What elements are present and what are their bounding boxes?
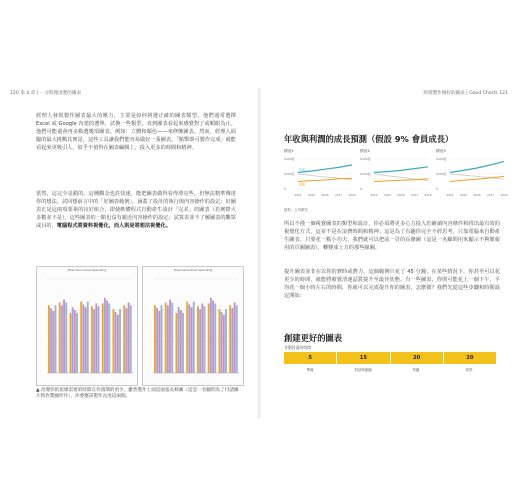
bar-chart-2-bar [191,307,193,373]
time-label-sketch: 草圖 [412,368,420,372]
bar-chart-1-bar [59,303,61,374]
bar-chart-2-bar [208,303,210,373]
line-series-profit [374,179,428,182]
line-panel-x-tick: 2016 [397,193,405,197]
bar-chart-2-svg [143,267,243,385]
line-series-profit [298,178,352,181]
line-series-profit [450,176,504,181]
bar-chart-1-bar [106,301,108,373]
bar-chart-2-bar [161,305,163,373]
bar-chart-1-bar [98,306,100,373]
bar-chart-2-bar [169,300,171,373]
bar-chart-1-bar [87,302,89,373]
line-panel-y-tick: 0 [360,187,362,191]
bar-chart-2-bar [199,309,201,373]
bar-chart-1-bar [70,313,72,373]
line-panel-y-tick: 0 [284,187,286,191]
right-page [262,88,512,418]
bar-chart-2-bar [204,306,206,373]
left-running-head: 120 第 4 章 | 一分時理清楚的圖表 [10,91,82,96]
line-panel-y-tick: $400億 [360,157,371,161]
section-title: 創建更好的圖表 [284,333,343,343]
bar-chart-1-bar [119,309,121,373]
chart-source: 資料：公司研究 [284,208,308,212]
line-panel-x-tick: 2014 [446,193,454,197]
time-cell-prototype: 20 [466,355,474,361]
line-panel-y-tick: $400億 [436,157,447,161]
line-panel-x-tick: 2016 [473,193,481,197]
bar-chart-2-bar [193,302,195,373]
line-panel-y-tick: $200億 [436,172,447,176]
bar-chart-2-bar [158,311,160,373]
line-series-label: 年收 [299,167,306,172]
bar-chart-2-bar [156,308,158,373]
line-series-label: 利潤 [299,182,306,187]
bar-chart-1-bar [128,303,130,374]
bar-chart-2-bar [165,303,167,374]
left-paragraph-2 [36,190,236,230]
bar-chart-2-bar [236,305,238,373]
bar-chart-1-bar [52,311,54,373]
bar-chart-1-bar [102,303,104,373]
left-caption: ▲ 改變你的思維需要的時間在你預期的更少，雖然製作上面這兩張長條圖（這是一名顧問為了付諸圖片時作製圖所作），你要應該製作長度這兩個。 [36,388,239,400]
line-panel-y-tick: $400億 [284,157,295,161]
bar-chart-2-bar [234,303,236,374]
bar-chart-1-bar [125,308,127,373]
bar-chart-2-bar [210,298,212,373]
time-table [284,352,496,364]
left-page [8,88,258,418]
bar-chart-1-bar [123,305,125,373]
bar-chart-1-bar [91,306,93,373]
right-paragraph-2: 提升圖表並非在以你的費時或費力，這個範例只花了 45 分鐘；在某些情況下，你甚至可以花更少的時間，就能將被覺清速晶質提升至最佳狀態。有一些圖表，你則可能花上一個下午，平均花一個小時左右的時間，你就可以完成提升你的圖表，怎麼做？我們先從這些步驟和時間設定開始： [284,269,500,300]
time-label-prototype: 原型 [465,368,473,372]
time-cell-talk: 15 [337,352,390,364]
bar-chart-2-bar [214,303,216,373]
line-panel-y-tick: 0 [436,187,438,191]
bar-chart-1-bar [74,310,76,373]
section-subtitle: 各階段需的時間 [284,345,312,350]
bar-chart-1-bar [95,303,97,373]
bar-chart-1-bar [130,305,132,373]
line-panel-y-tick: $200億 [360,172,371,176]
bar-chart-2-bar [212,301,214,373]
line-series-revenue [298,165,352,173]
bar-chart-1-bar [85,307,87,373]
line-series-alt [298,174,352,180]
bar-chart-1-bar [50,308,52,373]
line-panel-x-tick: 2016 [321,193,329,197]
bar-chart-before-1 [36,266,138,386]
line-series-revenue [450,161,504,172]
bar-chart-1-bar [55,305,57,373]
line-panel-1-title: 情況1 [284,149,294,153]
line-series-revenue [374,167,428,173]
line-panel-x-tick: 2015 [383,193,392,197]
bar-chart-1-bar [108,303,110,373]
bar-chart-1-bar [115,312,117,373]
line-series-alt [450,174,504,179]
right-running-head: 經理製作個好的圖表 | Good Charts 121 [423,91,508,96]
line-panel-2-svg [360,155,430,199]
time-label-prep: 準備 [306,368,314,372]
line-panel-2-title: 情況2 [360,149,370,153]
bar-chart-1-bar [104,298,106,373]
bar-chart-1-bar [65,303,67,374]
bar-chart-1-bar [61,305,63,373]
line-panel-x-tick: 2018 [348,193,356,197]
left-paragraph-2-bold: 電腦程式將資料視覺化，而人則是將想法視覺化。 [56,223,171,230]
bar-chart-2-bar [229,305,231,373]
left-paragraph-2-text: 當然，這完全是錯的。這種觀念也許快速，能把圖表做得看得漂亮些，但無法精準傳達你的想法。試回想前言中的「好圖表範例」，涵蓋了設計的執行與內容操作的設定；好圖表正是這兩項要素的良好組合，即使軟體程式自動產生設計「完美」的圖表（若實際大多數並不是），這些圖表的一點也沒有親近內容操作的設定；試算表並不了解圖表的觀眾或目的， [36,191,236,230]
bar-chart-2-bar [223,315,225,373]
line-panel-x-tick: 2015 [307,193,316,197]
line-panel-3-title: 情況3 [436,149,446,153]
line-panel-x-tick: 2017 [486,193,495,197]
bar-chart-1-bar [63,300,65,373]
bar-chart-2-bar [180,310,182,373]
time-label-talk: 對話與繪圖 [354,368,372,372]
bar-chart-2-bar [219,309,221,373]
right-paragraph-1: 所以不僅一個視覺圖表的類型和設計，你必須將更多心力投入於繪讀內容條件和找出最有效的視覺化方式，這並不是在浪費時間和精神；這是為了有趣你完全不經思考，只靠電腦來自動產生圖表。只要花一點小功夫，我們就可以把前一頁的長條圖（這是一名顧問用來顯示不夠簡報用的頁圖圖表），轉變成上方的那些線圖。 [284,221,500,252]
bar-chart-2-bar [171,303,173,374]
time-cell-sketch: 20 [391,352,444,364]
bar-chart-1-svg [37,267,137,385]
line-chart-heading: 年收與利潤的成長預測（假設 9% 會員成長） [284,134,454,144]
bar-chart-2-bar [221,312,223,373]
bar-chart-1-bar [48,305,50,373]
bar-chart-2-bar [154,305,156,373]
line-panel-x-tick: 2015 [459,193,468,197]
line-panel-x-tick: 2017 [410,193,419,197]
bar-chart-2-bar [197,306,199,373]
line-panel-x-tick: 2017 [334,193,343,197]
bar-chart-1-bar [113,309,115,373]
bar-chart-before-2 [142,266,244,386]
bar-chart-2-bar [178,307,180,373]
line-panel-x-tick: 2018 [424,193,432,197]
bar-chart-2-bar [167,305,169,373]
time-cell-prep: 5 [284,352,337,364]
line-panel-3-svg [436,155,506,199]
bar-chart-2-bar [201,303,203,373]
bar-chart-1-bar [80,302,82,373]
line-panel-x-tick: 2018 [500,193,508,197]
bar-chart-1-bar [76,313,78,373]
line-panel-1-svg [284,155,354,199]
bar-chart-2-bar [182,313,184,373]
bar-chart-2-bar [225,309,227,373]
line-panel-y-tick: $200億 [284,172,295,176]
bar-chart-2-bar [186,302,188,373]
bar-chart-1-bar [117,315,119,373]
left-paragraph-1: 經理人發現製作圖表最大的壓力，主要是如何挑選正確的圖表類型，他們通常選擇 Excel 或 Google 內建的選單，試換一些類型，直到圖表看起來感覺對了或順眼為止。他們可能還會再多點選幾項圖表，例如：立體和顏色——來修飾圖表。然而，經理人面臨的最大挑戰其實是，這些工具讓我們能容易做好一張圖表，「點擊即可製作完成」就能看起來更吸引人，似乎不值得在圖表編輯上，投入更多的時間和精神。 [36,113,236,152]
bar-chart-2-title: Pharmaceutical Spending [173,268,213,272]
line-panel-x-tick: 2014 [370,193,378,197]
bar-chart-1-bar [93,309,95,373]
bar-chart-1-title: Pharmaceutical Spending [67,268,107,272]
bar-chart-2-bar [188,304,190,373]
bar-chart-2-bar [176,313,178,373]
line-panel-x-tick: 2014 [294,193,302,197]
bar-chart-1-bar [82,304,84,373]
bar-chart-2-bar [231,308,233,373]
bar-chart-1-bar [72,307,74,373]
